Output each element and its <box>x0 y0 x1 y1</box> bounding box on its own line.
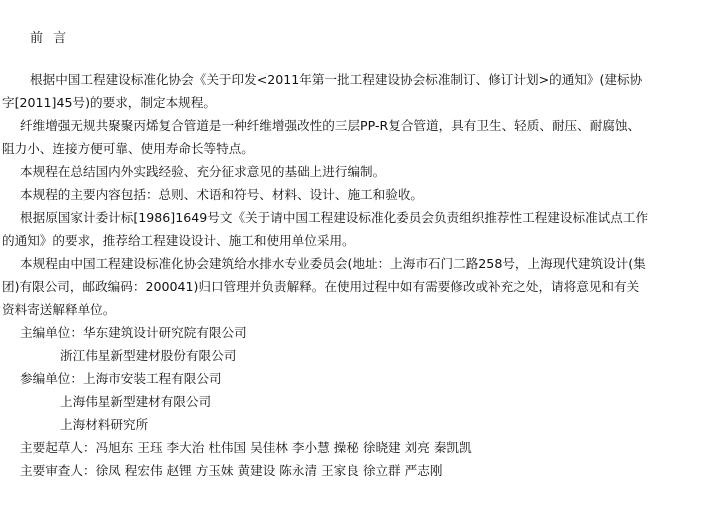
participant-unit: 参编单位：上海市安装工程有限公司 <box>20 371 222 386</box>
paragraph-2-line-2: 阻力小、连接方便可靠、使用寿命长等特点。 <box>2 141 254 156</box>
chief-editor-unit-second: 浙江伟星新型建材股份有限公司 <box>60 348 237 363</box>
main-reviewers: 主要审查人：徐凤 程宏伟 赵锂 方玉妹 黄建设 陈永清 王家良 徐立群 严志刚 <box>20 463 443 478</box>
paragraph-2-line-1: 纤维增强无规共聚聚丙烯复合管道是一种纤维增强改性的三层PP-R复合管道，具有卫生、轻质、耐压、耐腐蚀、 <box>20 118 641 133</box>
paragraph-1-line-1: 根据中国工程建设标准化协会《关于印发<2011年第一批工程建设协会标准制订、修订计划>的通知》(建标协 <box>30 72 643 87</box>
chief-editor-unit: 主编单位：华东建筑设计研究院有限公司 <box>20 325 247 340</box>
participant-unit-third: 上海材料研究所 <box>60 417 149 432</box>
paragraph-3: 本规程在总结国内外实践经验、充分征求意见的基础上进行编制。 <box>20 164 386 179</box>
document-title: 前 言 <box>30 31 70 46</box>
paragraph-6-line-1: 本规程由中国工程建设标准化协会建筑给水排水专业委员会(地址：上海市石门二路258号，上海现代建筑设计(集 <box>20 256 646 271</box>
paragraph-4: 本规程的主要内容包括：总则、术语和符号、材料、设计、施工和验收。 <box>20 187 423 202</box>
participant-unit-second: 上海伟星新型建材有限公司 <box>60 394 212 409</box>
paragraph-6-line-3: 资料寄送解释单位。 <box>2 302 116 317</box>
paragraph-1-line-2: 字[2011]45号)的要求，制定本规程。 <box>2 95 216 110</box>
paragraph-5-line-1: 根据原国家计委计标[1986]1649号文《关于请中国工程建设标准化委员会负责组织推荐性工程建设标准试点工作 <box>20 210 649 225</box>
paragraph-6-line-2: 团)有限公司，邮政编码：200041)归口管理并负责解释。在使用过程中如有需要修改或补充之处，请将意见和有关 <box>2 279 640 294</box>
paragraph-5-line-2: 的通知》的要求，推荐给工程建设设计、施工和使用单位采用。 <box>2 233 355 248</box>
main-drafters: 主要起草人：冯旭东 王珏 李大治 杜伟国 吴佳林 李小慧 操秘 徐晓建 刘亮 秦凯凯 <box>20 440 472 455</box>
